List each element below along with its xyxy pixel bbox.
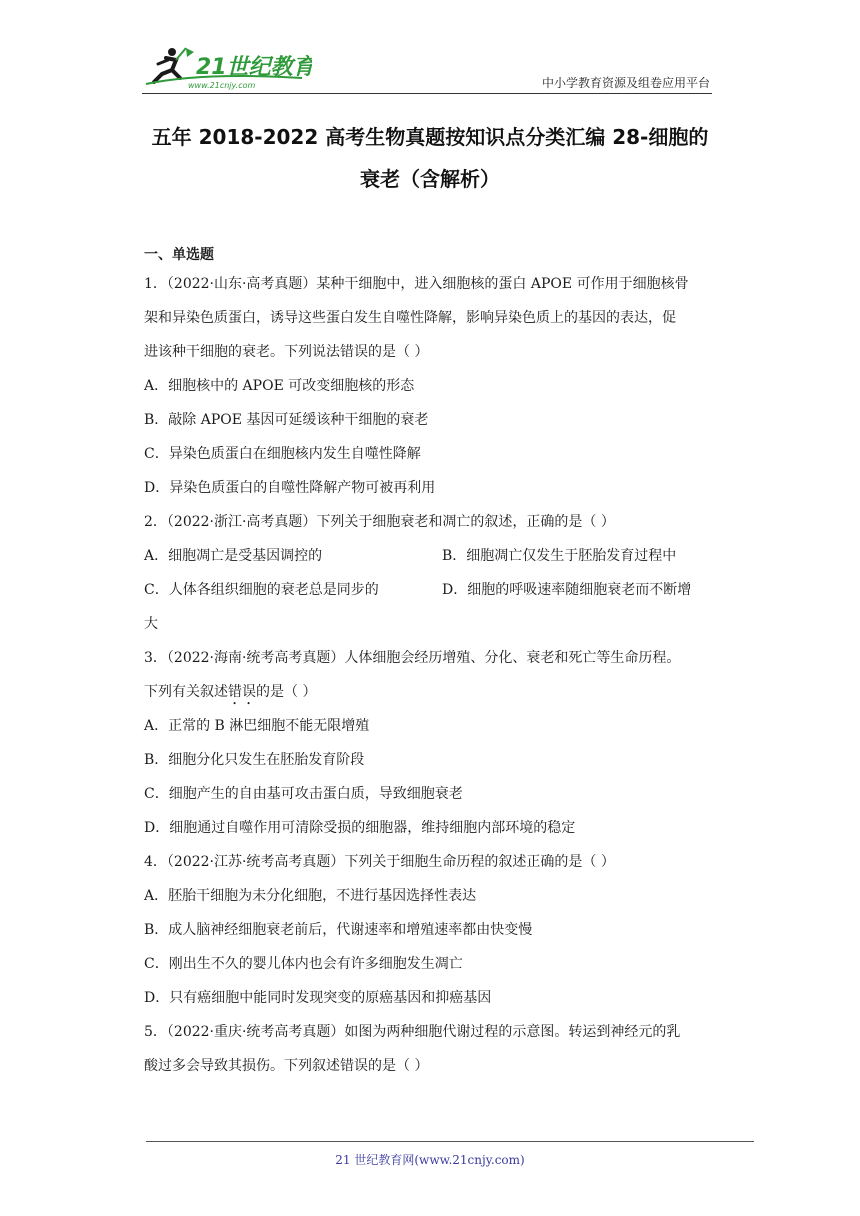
q1-option-c: C．异染色质蛋白在细胞核内发生自噬性降解 [144, 446, 421, 462]
q1-stem-line-3: 进该种干细胞的衰老。下列说法错误的是（ ） [144, 344, 429, 360]
q2-stem-line-1: 2．（2022·浙江·高考真题）下列关于细胞衰老和凋亡的叙述，正确的是（ ） [144, 514, 615, 530]
q2-options-row-2 [144, 580, 718, 614]
q3-stem-line-2 [144, 682, 718, 716]
footer-divider [146, 1141, 754, 1142]
q1-stem-line-2: 架和异染色质蛋白，诱导这些蛋白发生自噬性降解，影响异染色质上的基因的表达，促 [144, 310, 676, 326]
q5-stem-line-2: 酸过多会导致其损伤。下列叙述错误的是（ ） [144, 1058, 429, 1074]
q4-option-c: C．刚出生不久的婴儿体内也会有许多细胞发生凋亡 [144, 956, 463, 972]
logo-text: 21世纪教育 [196, 55, 312, 80]
q1-stem-line-1: 1．（2022·山东·高考真题）某种干细胞中，进入细胞核的蛋白 APOE 可作用于细胞核骨 [144, 276, 689, 292]
q2-options-row-1 [144, 546, 718, 580]
site-logo [142, 44, 312, 90]
q5-stem-line-1: 5．（2022·重庆·统考高考真题）如图为两种细胞代谢过程的示意图。转运到神经元的乳 [144, 1024, 681, 1040]
q3-stem-line-1: 3．（2022·海南·统考高考真题）人体细胞会经历增殖、分化、衰老和死亡等生命历程。 [144, 650, 681, 666]
title-line-1: 五年 2018-2022 高考生物真题按知识点分类汇编 28-细胞的 [151, 125, 709, 149]
q2-option-d-continued: 大 [144, 616, 158, 632]
footer-link[interactable]: 21 世纪教育网(www.21cnjy.com) [335, 1153, 525, 1167]
q3-stem-before: 下列有关叙述 [144, 684, 228, 700]
q3-option-b: B．细胞分化只发生在胚胎发育阶段 [144, 752, 365, 768]
q2-option-a: A．细胞凋亡是受基因调控的 [144, 548, 323, 564]
q1-option-d: D．异染色质蛋白的自噬性降解产物可被再利用 [144, 480, 436, 496]
q3-option-c: C．细胞产生的自由基可攻击蛋白质，导致细胞衰老 [144, 786, 463, 802]
document-title [130, 116, 730, 200]
q3-option-a: A．正常的 B 淋巴细胞不能无限增殖 [144, 718, 370, 734]
title-line-2: 衰老（含解析） [360, 167, 500, 191]
q2-option-c: C．人体各组织细胞的衰老总是同步的 [144, 582, 379, 598]
q3-stem-after: 的是（ ） [256, 684, 317, 700]
q4-option-d: D．只有癌细胞中能同时发现突变的原癌基因和抑癌基因 [144, 990, 492, 1006]
q3-emphasis-word: 错误 [228, 684, 256, 700]
runner-logo-icon [142, 44, 312, 90]
q4-option-a: A．胚胎干细胞为未分化细胞，不进行基因选择性表达 [144, 888, 477, 904]
q4-option-b: B．成人脑神经细胞衰老前后，代谢速率和增殖速率都由快变慢 [144, 922, 533, 938]
header-divider [142, 93, 712, 94]
question-list [144, 245, 718, 1090]
q2-option-b: B．细胞凋亡仅发生于胚胎发育过程中 [442, 548, 677, 564]
q1-option-b: B．敲除 APOE 基因可延缓该种干细胞的衰老 [144, 412, 429, 428]
q1-option-a: A．细胞核中的 APOE 可改变细胞核的形态 [144, 378, 415, 394]
q3-option-d: D．细胞通过自噬作用可清除受损的细胞器，维持细胞内部环境的稳定 [144, 820, 576, 836]
logo-url: www.21cnjy.com [188, 81, 256, 90]
q2-option-d: D．细胞的呼吸速率随细胞衰老而不断增 [442, 582, 692, 598]
section-heading: 一、单选题 [144, 247, 214, 263]
site-tagline: 中小学教育资源及组卷应用平台 [541, 76, 710, 90]
q4-stem-line-1: 4．（2022·江苏·统考高考真题）下列关于细胞生命历程的叙述正确的是（ ） [144, 854, 615, 870]
